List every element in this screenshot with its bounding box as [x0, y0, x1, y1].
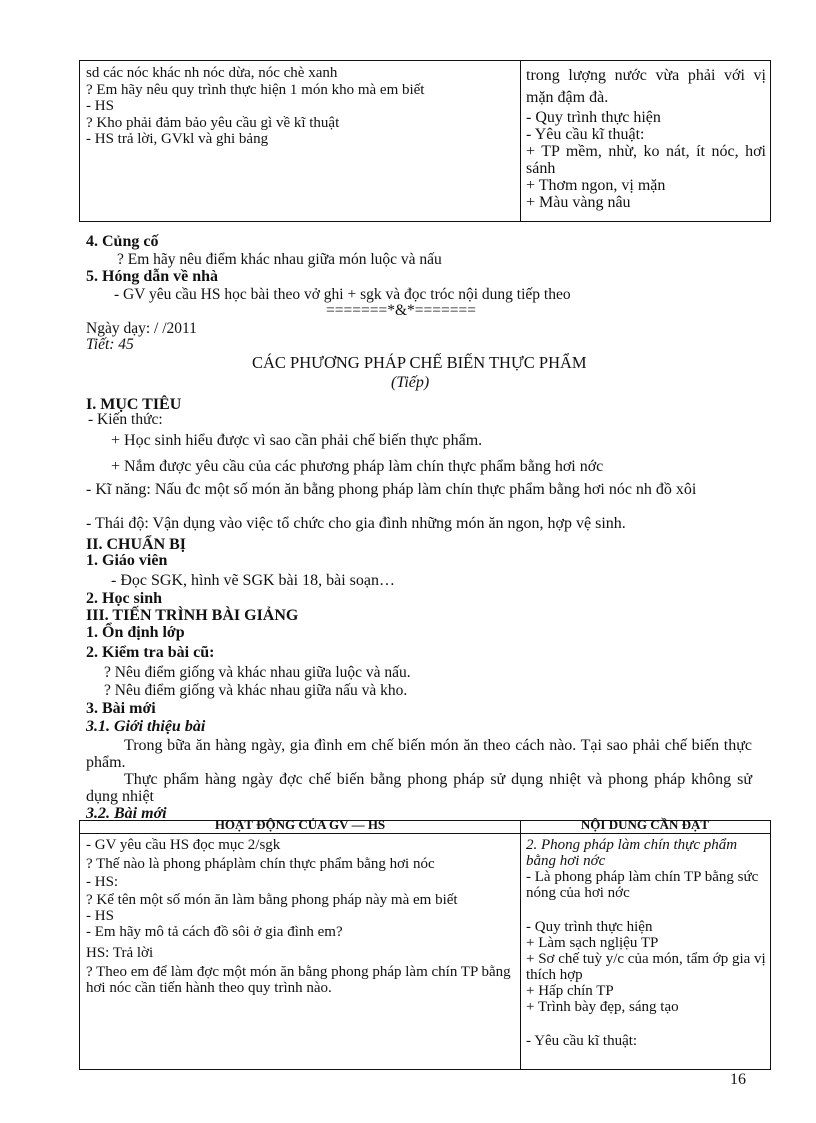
text-line: ? Kể tên một số món ăn làm bằng phong pháp này mà em biết: [86, 892, 458, 908]
text-line: + Màu vàng nâu: [526, 194, 631, 211]
cung-co-heading: 4. Củng cố: [86, 233, 159, 250]
text-line: HS: Trả lời: [86, 945, 154, 961]
giao-vien-text: - Đọc SGK, hình vẽ SGK bài 18, bài soạn…: [111, 572, 395, 589]
text-line: + Thơm ngon, vị mặn: [526, 177, 666, 194]
text-line: + Trình bày đẹp, sáng tạo: [526, 999, 679, 1015]
kiem-tra-item: ? Nêu điểm giống và khác nhau giữa luộc và nấu.: [104, 664, 411, 681]
tien-trinh-heading: III. TIẾN TRÌNH BÀI GIẢNG: [86, 607, 299, 624]
muc-tieu-item: + Học sinh hiểu được vì sao cần phải chế biến thực phẩm.: [111, 432, 483, 449]
cung-co-text: ? Em hãy nêu điểm khác nhau giữa món luộc và nấu: [117, 251, 442, 268]
bottom-table-right-cell: [526, 837, 766, 1049]
text-line: ? Kho phải đảm bảo yêu cầu gì về kĩ thuật: [86, 114, 340, 131]
chuan-bi-heading: II. CHUẨN BỊ: [86, 536, 187, 553]
text-line: - GV yêu cầu HS đọc mục 2/sgk: [86, 837, 281, 853]
text-line: ? Em hãy nêu quy trình thực hiện 1 món kho mà em biết: [86, 81, 425, 98]
giao-vien-heading: 1. Giáo viên: [86, 552, 168, 569]
tiet-label: Tiết: 45: [86, 336, 134, 353]
text-line: + Làm sạch nglịệu TP: [526, 935, 659, 951]
kien-thuc-label: - Kiến thức:: [88, 411, 163, 428]
text-line: - HS trả lời, GVkl và ghi bảng: [86, 131, 269, 147]
bottom-table: [79, 817, 771, 1070]
header-right: NỘI DUNG CẦN ĐẠT: [580, 817, 710, 832]
text-line: - HS: [86, 98, 114, 114]
column-divider: [520, 61, 521, 221]
ki-nang-text: - Kĩ năng: Nấu đc một số món ăn bằng phong pháp làm chín thực phẩm bằng hơi nóc nh đồ xôi: [86, 481, 697, 498]
separator-line: =======*&*=======: [326, 302, 476, 319]
text-line: - HS:: [86, 874, 119, 890]
text-line: - Là phong pháp làm chín TP bằng sức nóng của hơi nớc: [526, 869, 759, 901]
ngay-day: Ngày dạy: / /2011: [86, 320, 197, 337]
bai-moi-sub-heading: 3.2. Bài mới: [86, 805, 167, 822]
top-table: [79, 60, 771, 222]
kiem-tra-item: ? Nêu điểm giống và khác nhau giữa nấu và kho.: [104, 682, 408, 699]
text-line: - Yêu cầu kĩ thuật:: [526, 1033, 638, 1049]
text-line: - HS: [86, 908, 114, 924]
text-line: ? Theo em để làm đợc một món ăn bằng phong pháp làm chín TP bằng hơi nóc cần tiến hành theo quy trình nào.: [86, 964, 511, 996]
top-table-left-cell: [86, 65, 514, 148]
gioi-thieu-paragraph: Trong bữa ăn hàng ngày, gia đình em chế biến món ăn theo cách nào. Tại sao phải chế biến thực phẩm.: [86, 737, 752, 771]
text-line: ? Thế nào là phong pháplàm chín thực phẩm bằng hơi nóc: [86, 856, 435, 872]
muc-tieu-heading: I. MỤC TIÊU: [86, 396, 182, 413]
text-line: - Em hãy mô tả cách đồ sôi ở gia đình em?: [86, 924, 343, 940]
text-line: + TP mềm, nhừ, ko nát, ít nóc, hơi sánh: [526, 143, 766, 177]
kiem-tra-heading: 2. Kiểm tra bài cũ:: [86, 644, 215, 661]
gioi-thieu-paragraph: Thực phẩm hàng ngày đợc chế biến bằng phong pháp sử dụng nhiệt và phong pháp không sử dụng nhiệt: [86, 771, 752, 805]
right-heading: 2. Phong pháp làm chín thực phẩm bằng hơi nớc: [526, 837, 738, 869]
page-number: 16: [730, 1071, 746, 1088]
text-line: + Hấp chín TP: [526, 983, 614, 999]
bottom-table-left-cell: [86, 837, 514, 996]
page-title: CÁC PHƯƠNG PHÁP CHẾ BIẾN THỰC PHẨM: [252, 353, 587, 372]
huong-dan-heading: 5. Hóng dẫn về nhà: [86, 268, 219, 285]
bai-moi-heading: 3. Bài mới: [86, 700, 156, 717]
muc-tieu-item: + Nắm được yêu cầu của các phương pháp làm chín thực phẩm bằng hơi nớc: [111, 458, 604, 475]
header-row-divider: [80, 833, 770, 834]
top-table-right-cell: [526, 65, 766, 211]
thai-do-text: - Thái độ: Vận dụng vào việc tổ chức cho gia đình những món ăn ngon, hợp vệ sinh.: [86, 515, 626, 532]
on-dinh-heading: 1. Ổn định lớp: [86, 624, 185, 641]
text-line: - Quy trình thực hiện: [526, 919, 653, 935]
text-line: sd các nóc khác nh nóc dừa, nóc chè xanh: [86, 65, 338, 81]
huong-dan-text: - GV yêu cầu HS học bài theo vở ghi + sgk và đọc tróc nội dung tiếp theo: [114, 286, 571, 303]
header-left: HOẠT ĐỘNG CỦA GV — HS: [214, 817, 386, 832]
text-line: - Quy trình thực hiện: [526, 109, 661, 126]
text-line: + Sơ chế tuỳ y/c của món, tẩm ớp gia vị thích hợp: [526, 951, 766, 983]
gioi-thieu-heading: 3.1. Giới thiệu bài: [86, 718, 206, 735]
hoc-sinh-heading: 2. Học sinh: [86, 590, 163, 607]
page-subtitle: (Tiếp): [391, 374, 430, 391]
column-divider: [520, 821, 521, 1069]
text-line: - Yêu cầu kĩ thuật:: [526, 126, 645, 143]
text-line: trong lượng nước vừa phải với vị mặn đậm đà.: [526, 67, 766, 106]
